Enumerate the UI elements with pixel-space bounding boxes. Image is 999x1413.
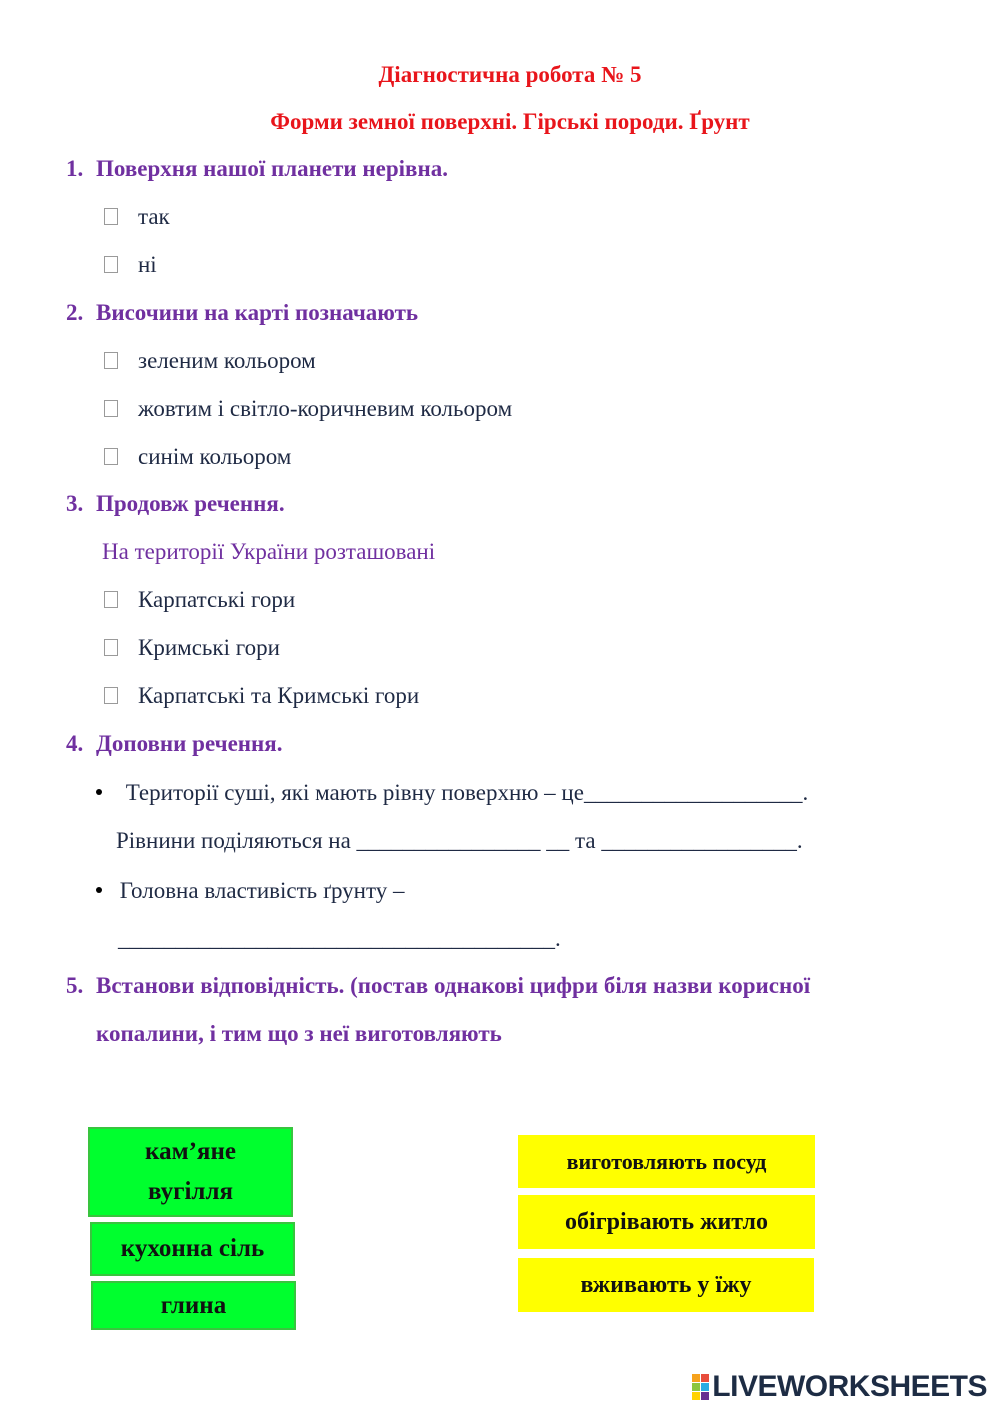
question-number: 5. (66, 973, 84, 998)
use-card-heating[interactable] (518, 1195, 815, 1249)
mineral-card-coal[interactable] (88, 1127, 293, 1217)
question-text: Доповни речення. (96, 731, 283, 756)
option-label: Кримські гори (138, 635, 280, 660)
option-label: Карпатські та Кримські гори (138, 683, 420, 708)
question-5 (66, 973, 810, 999)
question-5-continued: копалини, і тим що з неї виготовляють (96, 1021, 502, 1046)
card-label: глина (160, 1291, 227, 1319)
checkbox[interactable] (104, 256, 118, 273)
option-q3-3[interactable] (104, 683, 419, 709)
card-label: обігрівають житло (565, 1209, 768, 1235)
worksheet-subtitle: Форми земної поверхні. Гірські породи. Ґрунт (270, 109, 750, 134)
option-q2-1[interactable] (104, 348, 316, 374)
checkbox[interactable] (104, 687, 118, 704)
fill-in-text: Головна властивість ґрунту – (119, 878, 405, 903)
bullet-icon (96, 789, 102, 795)
question-2 (66, 300, 418, 326)
option-q1-1[interactable] (104, 204, 170, 230)
bullet-icon (96, 887, 102, 893)
option-q1-2[interactable] (104, 252, 157, 278)
mineral-card-clay[interactable] (91, 1281, 296, 1330)
question-text: Встанови відповідність. (постав однакові цифри біля назви корисної (96, 973, 811, 998)
logo-mark-icon (692, 1374, 709, 1400)
liveworksheets-logo (692, 1370, 987, 1404)
question-text: Продовж речення. (96, 491, 285, 516)
checkbox[interactable] (104, 400, 118, 417)
checkbox[interactable] (104, 352, 118, 369)
checkbox[interactable] (104, 639, 118, 656)
option-label: синім кольором (138, 444, 292, 469)
fill-in-text: Території суші, які мають рівну поверхню – це___________________. (125, 780, 809, 805)
question-text: Поверхня нашої планети нерівна. (96, 156, 448, 181)
question-text: Височини на карті позначають (96, 300, 419, 325)
worksheet-title: Діагностична робота № 5 (378, 62, 642, 87)
fill-in-line-2[interactable]: Рівнини поділяються на ________________ __ та _________________. (116, 828, 803, 853)
question-3-lead: На території України розташовані (102, 539, 436, 564)
option-q2-2[interactable] (104, 396, 512, 422)
question-4 (66, 731, 282, 757)
option-label: так (138, 204, 170, 229)
card-label: кам’яне вугілля (145, 1138, 236, 1205)
fill-in-line-1[interactable] (96, 780, 808, 806)
use-card-food[interactable] (518, 1258, 814, 1312)
question-1 (66, 156, 448, 182)
option-label: зеленим кольором (138, 348, 316, 373)
checkbox[interactable] (104, 208, 118, 225)
option-label: ні (138, 252, 157, 277)
question-number: 3. (66, 491, 84, 516)
option-label: Карпатські гори (138, 587, 296, 612)
option-q3-1[interactable] (104, 587, 295, 613)
question-number: 4. (66, 731, 84, 756)
question-number: 2. (66, 300, 84, 325)
option-label: жовтим і світло-коричневим кольором (138, 396, 513, 421)
card-label: вживають у їжу (580, 1272, 752, 1298)
use-card-dishes[interactable] (518, 1135, 815, 1188)
checkbox[interactable] (104, 591, 118, 608)
fill-in-line-3[interactable] (96, 878, 404, 904)
question-3 (66, 491, 285, 517)
mineral-card-salt[interactable] (90, 1222, 295, 1276)
option-q2-3[interactable] (104, 444, 291, 470)
card-label: виготовляють посуд (566, 1148, 767, 1174)
question-number: 1. (66, 156, 84, 181)
logo-text: LIVEWORKSHEETS (712, 1370, 987, 1403)
option-q3-2[interactable] (104, 635, 280, 661)
card-label: кухонна сіль (120, 1235, 265, 1262)
checkbox[interactable] (104, 448, 118, 465)
fill-in-line-4[interactable]: ______________________________________. (118, 926, 561, 951)
